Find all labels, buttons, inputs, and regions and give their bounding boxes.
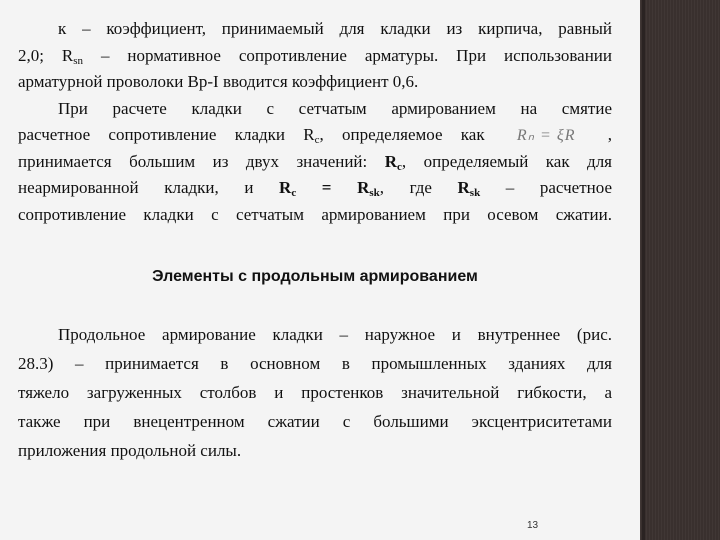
subscript: c	[314, 134, 320, 146]
text-line	[18, 202, 612, 229]
symbol-rc: R	[384, 151, 397, 171]
text-span: 28.3) – принимается в основном в промышленных зданиях для	[18, 354, 612, 373]
text-line	[18, 378, 612, 407]
text-span: При расчете кладки с сетчатым армированием на смятие	[58, 98, 612, 118]
equals: =	[296, 178, 358, 197]
text-span: ,	[607, 125, 612, 144]
text-line	[18, 436, 612, 465]
paragraph-coefficient	[18, 16, 612, 228]
decorative-divider	[642, 0, 645, 540]
text-line	[18, 149, 612, 176]
text-span: 2,0; R	[18, 45, 74, 65]
text-span: – расчетное	[480, 178, 612, 197]
text-line	[18, 320, 612, 349]
text-span: расчетное сопротивление кладки R	[18, 125, 315, 144]
formula: Rₙ = ξR	[516, 127, 576, 144]
text-span: – нормативное сопротивление арматуры. При использовании	[83, 45, 612, 65]
text-span: также при внецентренном сжатии с большими эксцентриситетами	[18, 412, 612, 431]
subscript: sk	[369, 187, 380, 199]
text-line	[18, 16, 612, 43]
text-line	[18, 175, 612, 202]
subscript: sk	[469, 187, 481, 199]
text-span: тяжело загруженных столбов и простенков значительной гибкости, а	[18, 383, 612, 402]
text-line-3: арматурной проволоки Вр-I вводится коэффициент 0,6.	[18, 72, 419, 91]
text-span: принимается большим из двух значений:	[18, 151, 385, 171]
page-number: 13	[527, 520, 539, 531]
symbol-rc: R	[279, 178, 292, 197]
text-span: сопротивление кладки с сетчатым армированием при осевом сжатии.	[18, 204, 612, 224]
text-line	[18, 96, 612, 123]
subscript: sn	[73, 54, 84, 67]
text-span: Продольное армирование кладки – наружное и внутреннее (рис.	[58, 325, 612, 344]
text-line	[18, 122, 612, 149]
text-span: , определяемое как	[319, 125, 485, 144]
text-line	[18, 69, 612, 96]
text-line	[18, 43, 612, 70]
text-span: , где	[379, 178, 458, 197]
text-line	[18, 349, 612, 378]
paragraph-longitudinal	[18, 320, 612, 465]
text-span: неармированной кладки, и	[18, 178, 280, 197]
section-heading: Элементы с продольным армированием	[152, 268, 478, 285]
subscript: c	[397, 160, 402, 173]
decorative-side-panel	[640, 0, 720, 540]
symbol-rsk: R	[357, 178, 370, 197]
text-line-1: к – коэффициент, принимаемый для кладки из кирпича, равный	[58, 19, 612, 38]
text-span: , определяемый как для	[401, 151, 612, 171]
symbol-rsk: R	[457, 178, 470, 197]
text-span: приложения продольной силы.	[18, 441, 242, 460]
text-line	[18, 407, 612, 436]
subscript: c	[291, 187, 297, 199]
